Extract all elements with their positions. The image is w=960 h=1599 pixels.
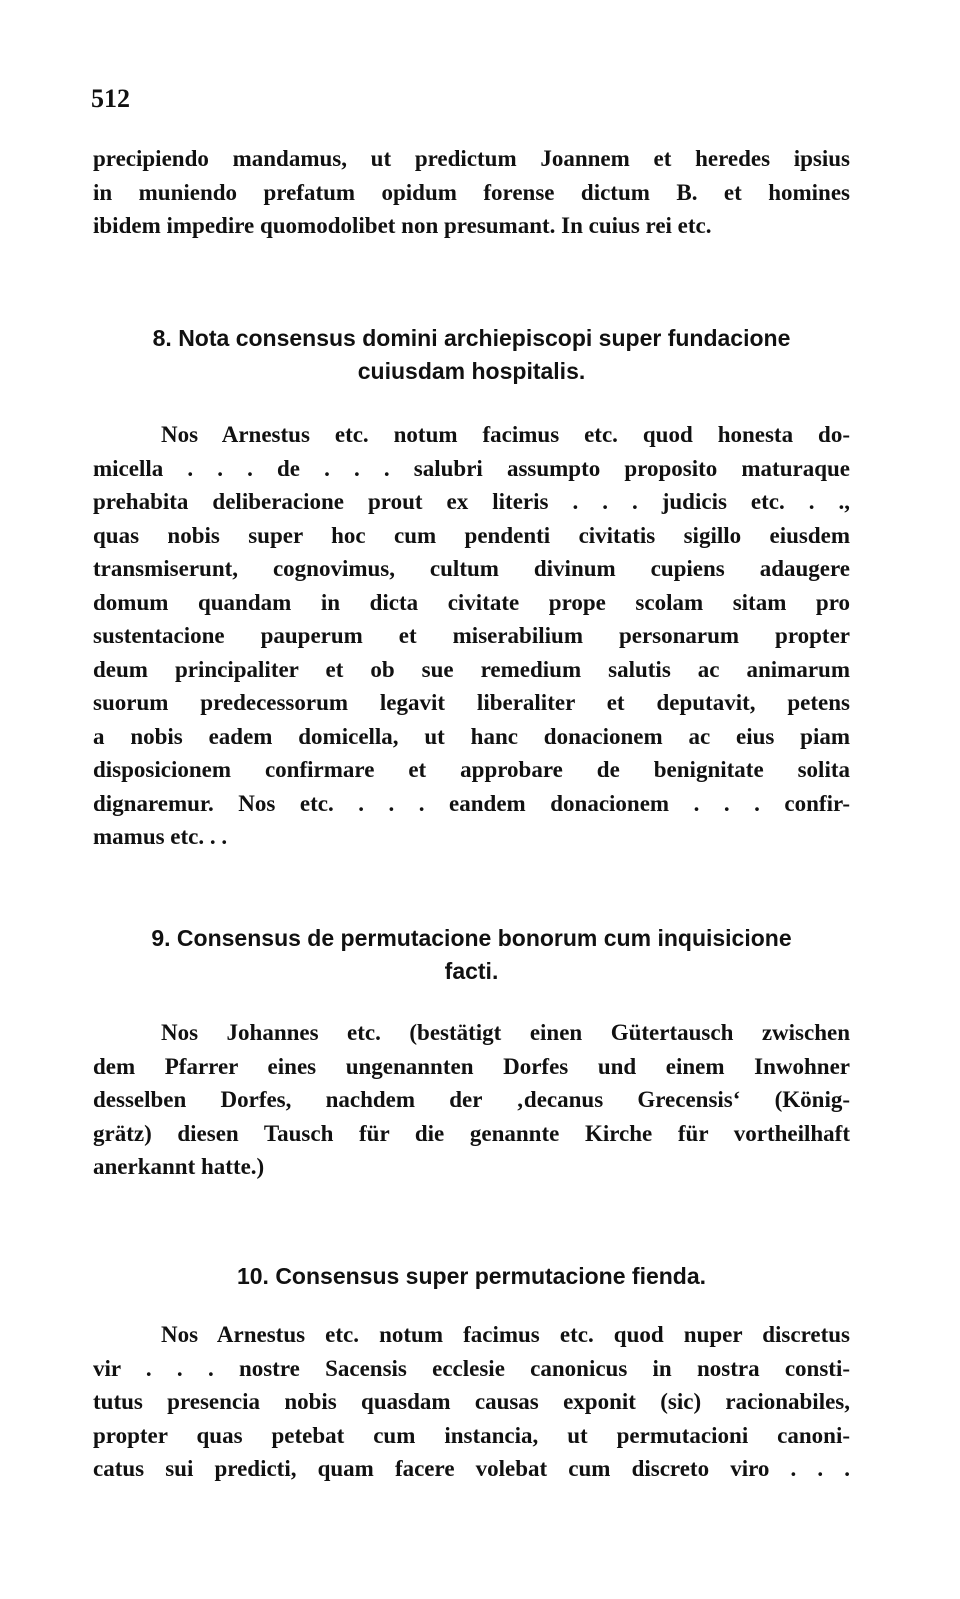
text-line: Nos Johannes etc. (bestätigt einen Gütertausch zwischen [161, 1020, 850, 1045]
heading-line: 8. Nota consensus domini archiepiscopi super fundacione [152, 325, 791, 351]
text-line: deum principaliter et ob sue remedium salutis ac animarum [93, 656, 850, 682]
section-10-paragraph [93, 1318, 850, 1486]
heading-line: cuiusdam hospitalis. [357, 358, 586, 384]
text-line: prehabita deliberacione prout ex literis . . . judicis etc. . ., [93, 489, 850, 514]
text-line: micella . . . de . . . salubri assumpto proposito maturaque [93, 455, 850, 481]
section-10-heading [93, 1260, 850, 1293]
section-8-paragraph [93, 418, 850, 854]
text-line: suorum predecessorum legavit liberaliter et deputavit, petens [93, 690, 850, 715]
text-line: Nos Arnestus etc. notum facimus etc. quod nuper discretus [161, 1322, 850, 1347]
section-9-heading [93, 922, 850, 988]
text-line: Nos Arnestus etc. notum facimus etc. quod honesta do- [161, 422, 850, 447]
intro-paragraph [93, 142, 850, 243]
text-line: quas nobis super hoc cum pendenti civitatis sigillo eiusdem [93, 522, 850, 548]
section-9-paragraph [93, 1016, 850, 1184]
heading-line: 9. Consensus de permutacione bonorum cum inquisicione [151, 925, 792, 951]
heading-line: facti. [444, 958, 499, 984]
text-line: in muniendo prefatum opidum forense dictum B. et homines [93, 179, 850, 205]
text-line: disposicionem confirmare et approbare de benignitate solita [93, 757, 850, 782]
text-line: vir . . . nostre Sacensis ecclesie canonicus in nostra consti- [93, 1355, 850, 1381]
text-line: catus sui predicti, quam facere volebat cum discreto viro . . . [93, 1456, 850, 1481]
text-line: dignaremur. Nos etc. . . . eandem donacionem . . . confir- [93, 790, 850, 816]
text-line: grätz) diesen Tausch für die genannte Kirche für vortheilhaft [93, 1120, 850, 1146]
text-line: precipiendo mandamus, ut predictum Joannem et heredes ipsius [93, 146, 850, 171]
text-line: mamus etc. . . [93, 824, 228, 849]
text-line: tutus presencia nobis quasdam causas exponit (sic) racionabiles, [93, 1389, 850, 1414]
heading-line: 10. Consensus super permutacione fienda. [236, 1263, 707, 1289]
text-line: domum quandam in dicta civitate prope scolam sitam pro [93, 589, 850, 615]
page-number: 512 [91, 84, 130, 113]
text-line: sustentacione pauperum et miserabilium personarum propter [93, 623, 850, 648]
text-line: anerkannt hatte.) [93, 1154, 265, 1179]
text-line: dem Pfarrer eines ungenannten Dorfes und einem Inwohner [93, 1053, 850, 1079]
text-line: a nobis eadem domicella, ut hanc donacionem ac eius piam [93, 723, 850, 749]
text-line: desselben Dorfes, nachdem der ‚decanus Grecensis‘ (König- [93, 1087, 850, 1112]
text-line: transmiserunt, cognovimus, cultum divinum cupiens adaugere [93, 556, 850, 581]
section-8-heading [93, 322, 850, 388]
text-line: propter quas petebat cum instancia, ut permutacioni canoni- [93, 1422, 850, 1448]
text-line: ibidem impedire quomodolibet non presumant. In cuius rei etc. [93, 213, 712, 238]
